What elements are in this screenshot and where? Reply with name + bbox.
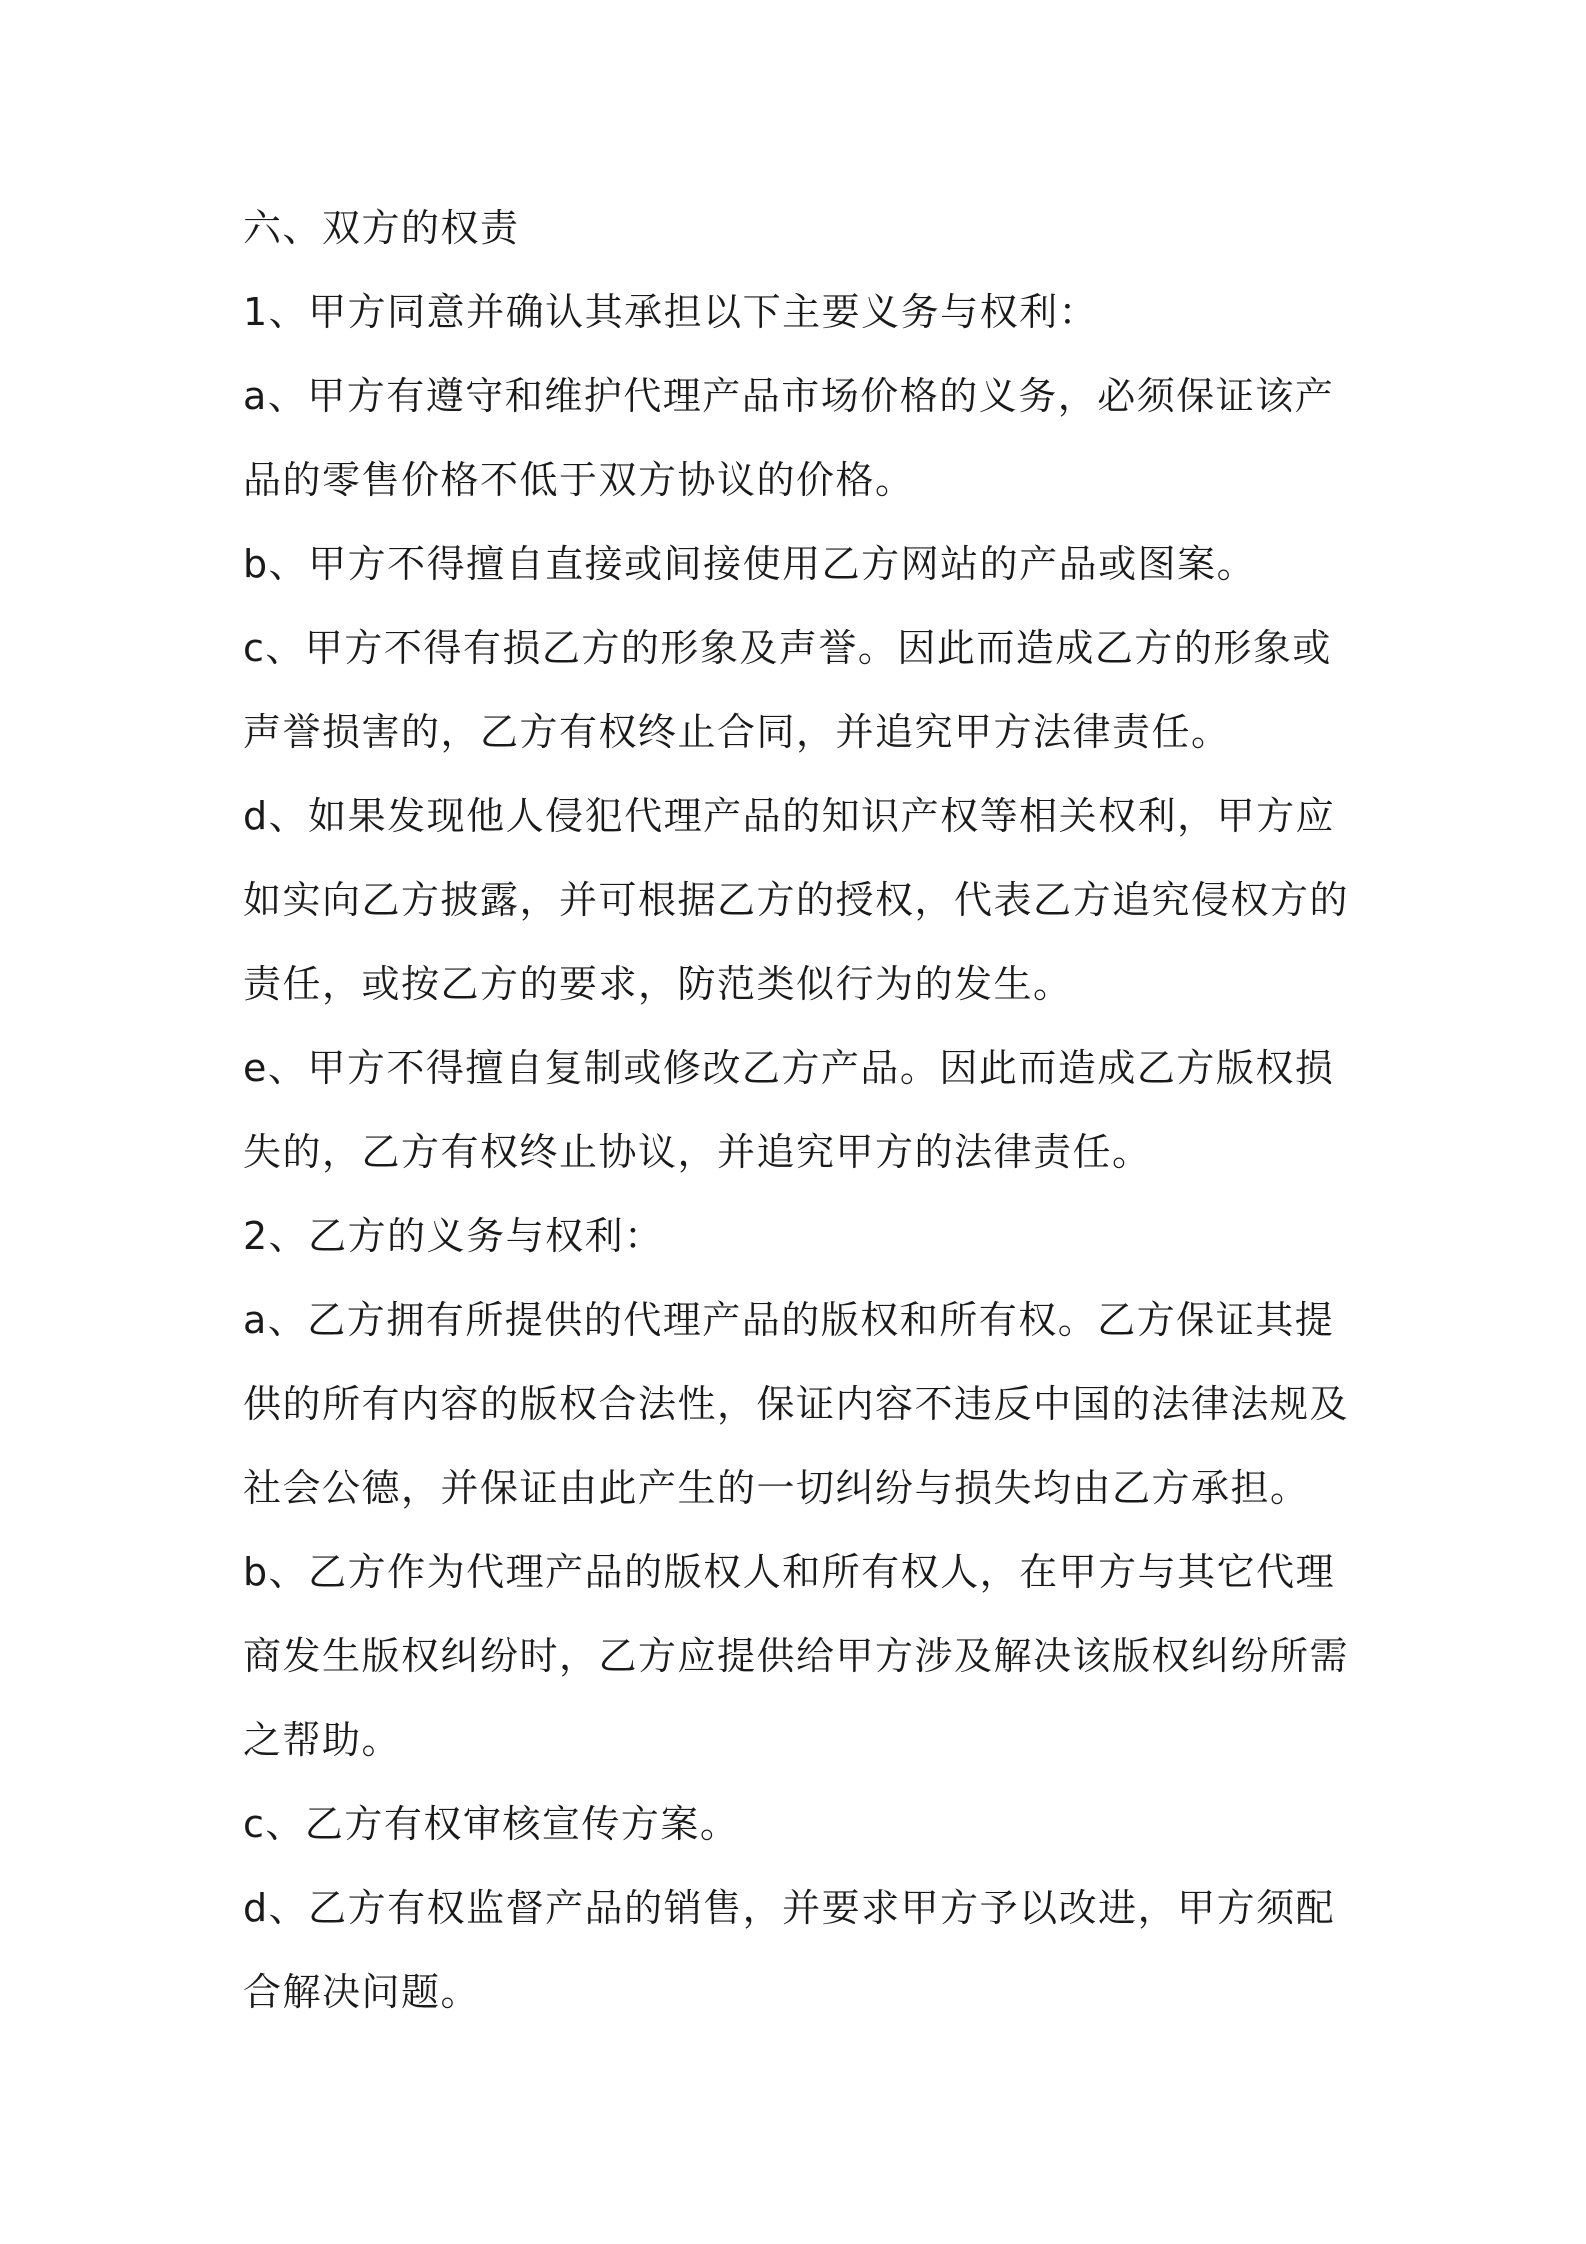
text-line: a、甲方有遵守和维护代理产品市场价格的义务，必须保证该产 <box>243 374 1335 418</box>
text-line: 合解决问题。 <box>243 1970 481 2014</box>
text-line: d、乙方有权监督产品的销售，并要求甲方予以改进，甲方须配 <box>243 1886 1336 1930</box>
text-line: c、甲方不得有损乙方的形象及声誉。因此而造成乙方的形象或 <box>243 626 1332 670</box>
section-title: 六、双方的权责 <box>243 206 520 250</box>
text-line: c、乙方有权审核宣传方案。 <box>243 1802 740 1846</box>
text-line: 商发生版权纠纷时，乙方应提供给甲方涉及解决该版权纠纷所需 <box>243 1634 1350 1678</box>
text-line: a、乙方拥有所提供的代理产品的版权和所有权。乙方保证其提 <box>243 1298 1335 1342</box>
text-line: 供的所有内容的版权合法性，保证内容不违反中国的法律法规及 <box>243 1382 1350 1426</box>
text-line: 之帮助。 <box>243 1718 402 1762</box>
text-line: e、甲方不得擅自复制或修改乙方产品。因此而造成乙方版权损 <box>243 1046 1335 1090</box>
text-line: 如实向乙方披露，并可根据乙方的授权，代表乙方追究侵权方的 <box>243 878 1350 922</box>
text-line: 责任，或按乙方的要求，防范类似行为的发生。 <box>243 962 1073 1006</box>
text-line: 1、甲方同意并确认其承担以下主要义务与权利： <box>243 290 1099 334</box>
document-body <box>243 186 1363 2034</box>
text-line: 社会公德，并保证由此产生的一切纠纷与损失均由乙方承担。 <box>243 1466 1310 1510</box>
text-line: d、如果发现他人侵犯代理产品的知识产权等相关权利，甲方应 <box>243 794 1336 838</box>
text-line: b、乙方作为代理产品的版权人和所有权人，在甲方与其它代理 <box>243 1550 1336 1594</box>
text-line: 品的零售价格不低于双方协议的价格。 <box>243 458 915 502</box>
text-line: b、甲方不得擅自直接或间接使用乙方网站的产品或图案。 <box>243 542 1257 586</box>
text-line: 声誉损害的，乙方有权终止合同，并追究甲方法律责任。 <box>243 710 1231 754</box>
text-line: 2、乙方的义务与权利： <box>243 1214 664 1258</box>
text-line: 失的，乙方有权终止协议，并追究甲方的法律责任。 <box>243 1130 1152 1174</box>
